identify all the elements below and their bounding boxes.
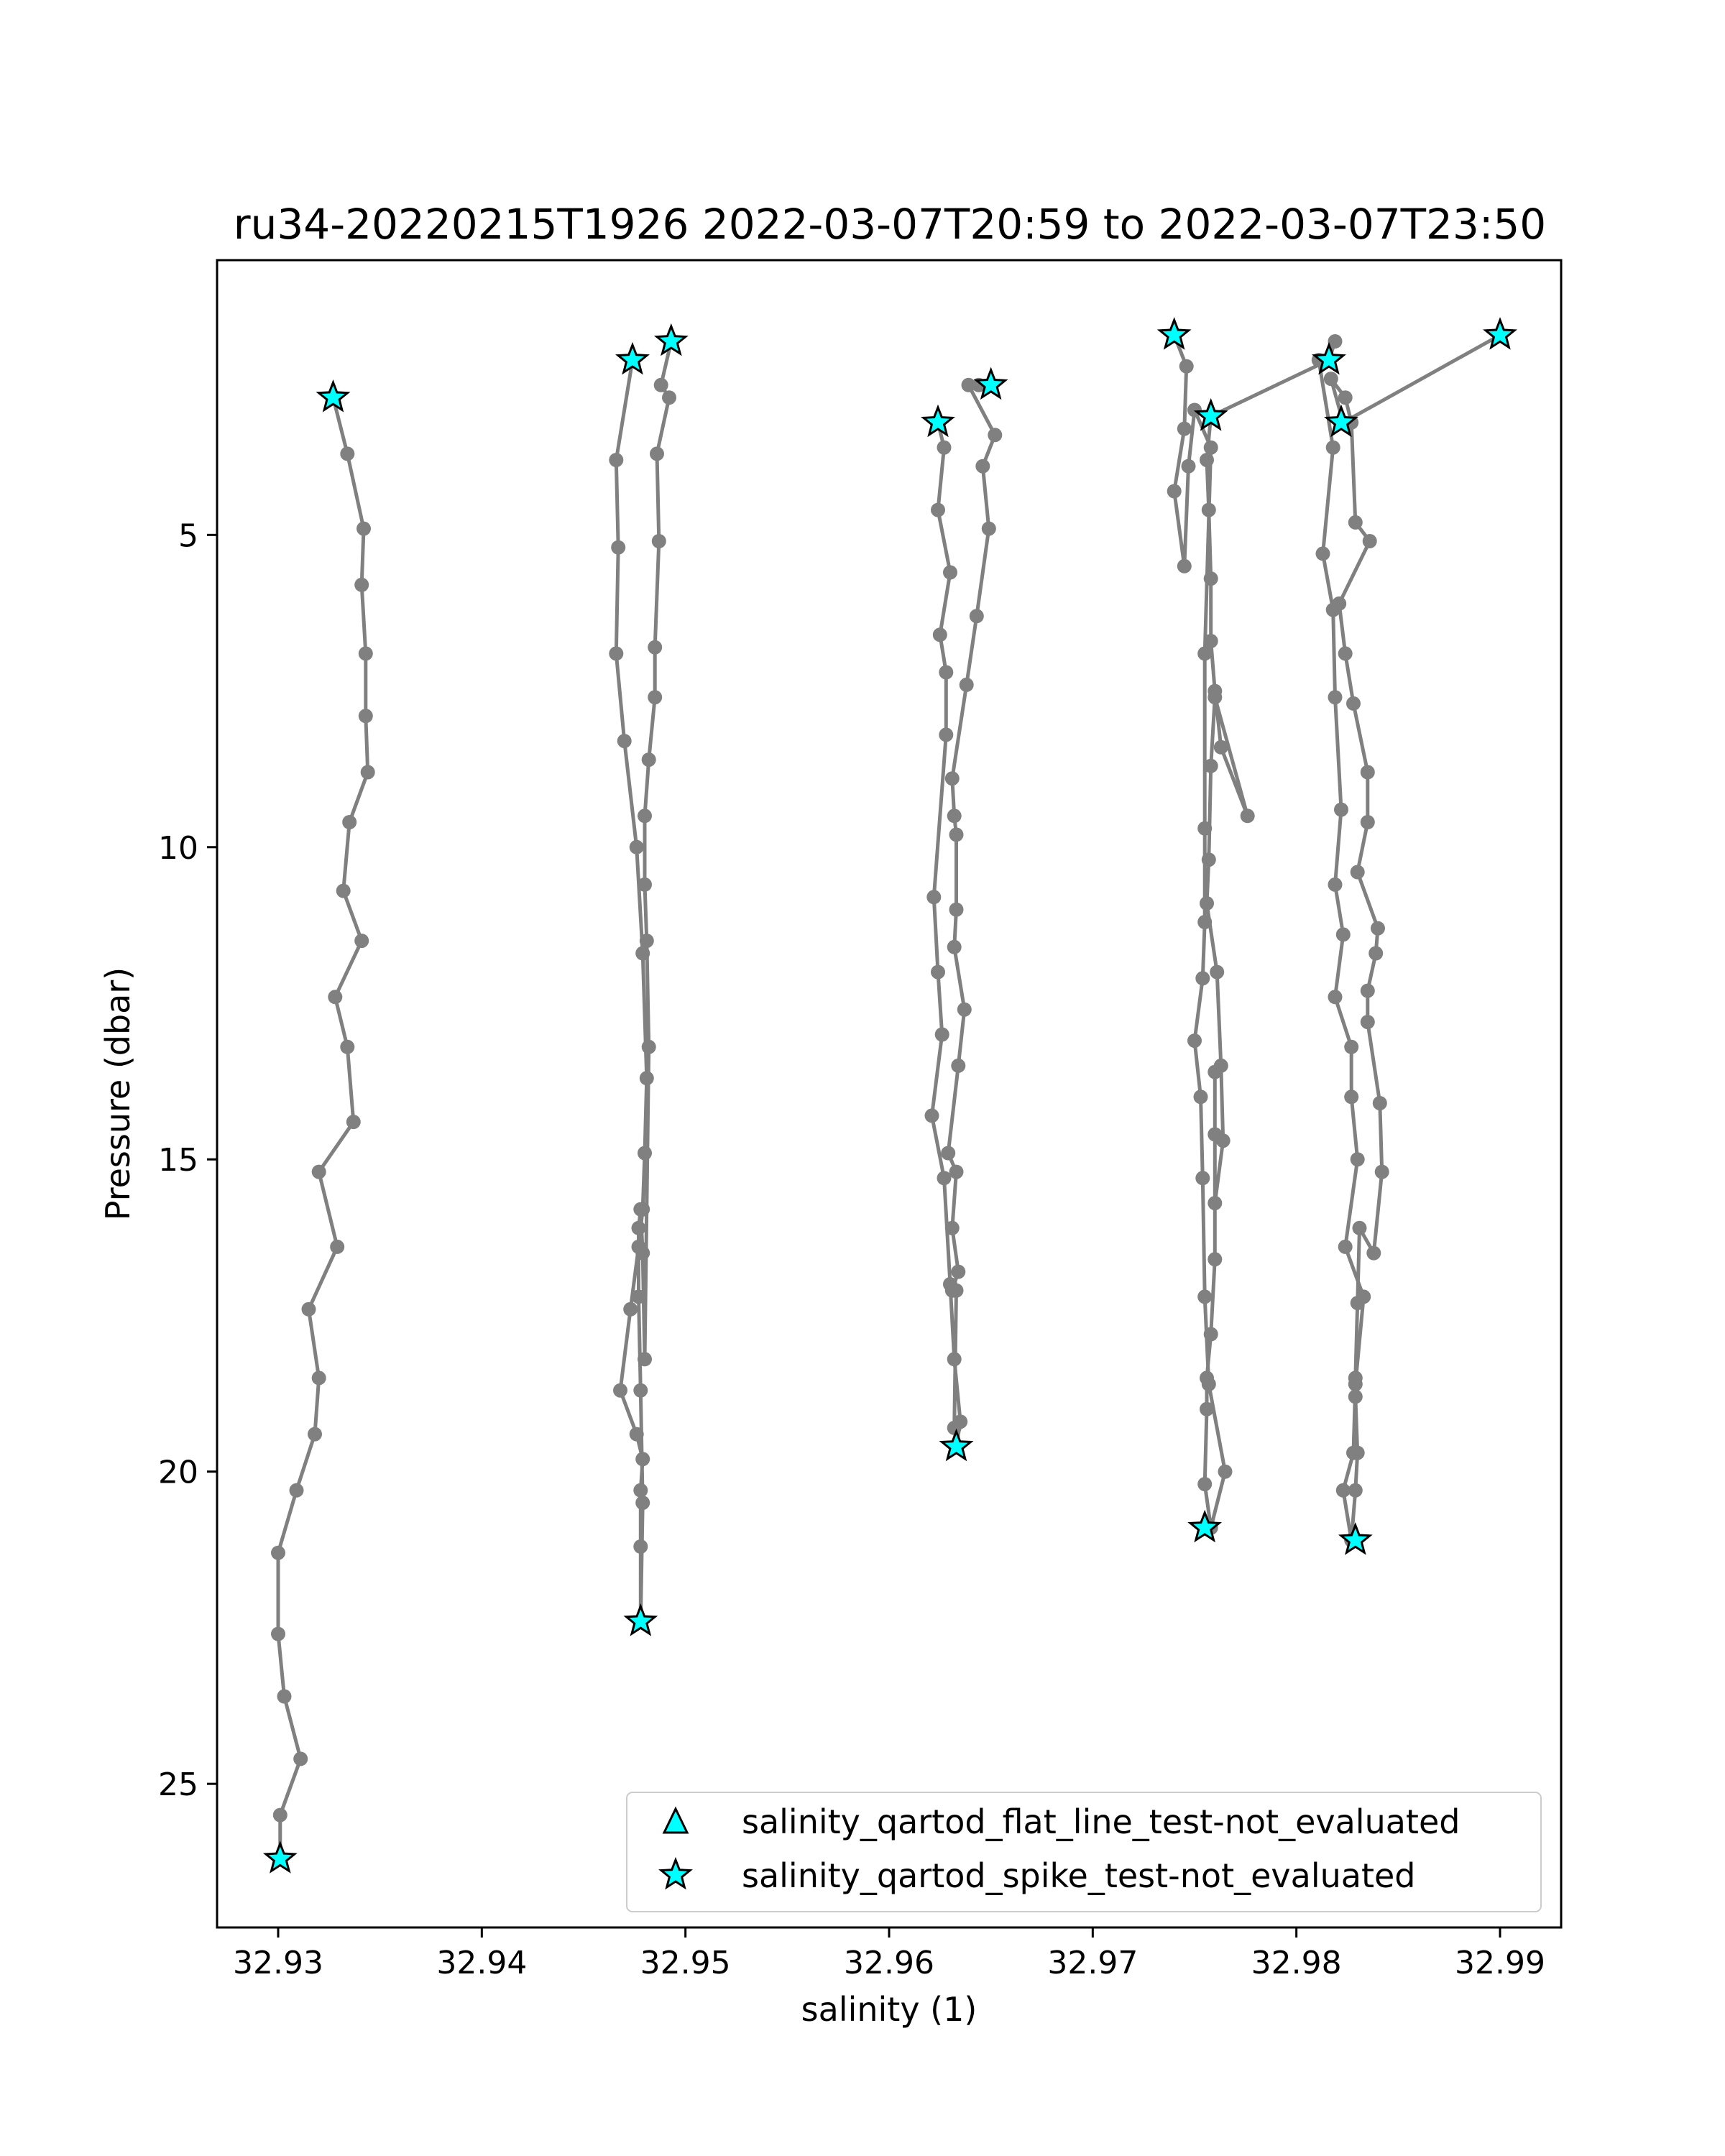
data-point: [648, 640, 662, 655]
data-point: [1179, 359, 1194, 374]
data-point: [354, 578, 369, 592]
data-point: [951, 1059, 965, 1073]
data-point: [949, 1165, 964, 1179]
data-point: [635, 1452, 650, 1466]
data-point: [1361, 815, 1375, 829]
x-tick-label: 32.93: [233, 1945, 323, 1981]
data-point: [926, 890, 941, 904]
data-point: [1167, 484, 1182, 499]
data-point: [1332, 596, 1346, 611]
y-axis-title: Pressure (dbar): [98, 967, 137, 1221]
x-tick-label: 32.94: [436, 1945, 528, 1981]
data-point: [1316, 546, 1330, 561]
data-point: [1328, 690, 1343, 704]
data-point: [1371, 921, 1385, 936]
data-point: [1200, 453, 1214, 467]
data-point: [632, 1289, 646, 1304]
data-point: [336, 884, 351, 898]
data-point: [662, 390, 676, 405]
data-point: [1348, 1370, 1363, 1385]
data-point: [1204, 571, 1218, 586]
data-point: [951, 1265, 965, 1279]
data-point: [613, 1383, 627, 1398]
data-point: [271, 1627, 285, 1641]
data-point: [1216, 1133, 1230, 1148]
data-point: [1363, 534, 1377, 548]
data-point: [312, 1370, 326, 1385]
data-point: [1182, 459, 1196, 474]
data-point: [1361, 765, 1375, 780]
x-tick-label: 32.96: [844, 1945, 934, 1981]
data-point: [975, 459, 990, 474]
data-point: [1218, 1465, 1233, 1479]
data-point: [1197, 646, 1212, 660]
data-point: [937, 1171, 952, 1185]
data-point: [273, 1808, 288, 1823]
data-point: [1177, 559, 1192, 573]
data-point: [988, 428, 1002, 442]
data-point: [1208, 1252, 1222, 1266]
data-point: [1202, 503, 1216, 517]
data-point: [947, 808, 962, 823]
data-point: [642, 1040, 656, 1054]
data-point: [947, 940, 962, 954]
data-point: [638, 808, 652, 823]
data-point: [1197, 821, 1212, 836]
data-point: [1368, 946, 1383, 961]
data-point: [617, 734, 632, 748]
data-point: [633, 1383, 648, 1398]
data-point: [654, 378, 668, 392]
y-tick-label: 5: [178, 517, 198, 555]
data-point: [1214, 1059, 1228, 1073]
data-point: [935, 1028, 949, 1042]
data-point: [1351, 1152, 1365, 1166]
data-point: [1208, 1196, 1222, 1210]
data-point: [609, 646, 623, 660]
data-point: [1353, 1221, 1367, 1235]
data-point: [635, 1496, 650, 1510]
data-point: [650, 446, 664, 461]
data-point: [931, 503, 945, 517]
data-point: [1200, 896, 1214, 911]
data-point: [949, 903, 964, 917]
data-point: [1197, 1477, 1212, 1491]
data-point: [642, 752, 656, 767]
legend: [627, 1792, 1541, 1912]
data-point: [340, 446, 354, 461]
data-point: [945, 1221, 960, 1235]
legend-label-spike: salinity_qartod_spike_test-not_evaluated: [742, 1856, 1416, 1895]
data-point: [609, 453, 623, 467]
data-point: [611, 540, 625, 555]
data-point: [640, 1071, 654, 1085]
data-point: [1202, 852, 1216, 867]
data-point: [1336, 927, 1351, 941]
data-point: [960, 678, 974, 692]
data-point: [1375, 1165, 1389, 1179]
data-point: [1194, 1089, 1208, 1104]
y-tick-label: 20: [158, 1454, 198, 1491]
data-point: [1373, 1096, 1387, 1110]
data-point: [312, 1165, 326, 1179]
data-point: [354, 934, 369, 948]
data-point: [328, 990, 342, 1004]
data-point: [1334, 803, 1348, 817]
data-point: [1348, 1389, 1363, 1404]
data-point: [1366, 1246, 1381, 1261]
data-point: [1210, 965, 1224, 980]
data-point: [1200, 1402, 1214, 1416]
data-point: [635, 946, 650, 961]
data-point: [1361, 984, 1375, 998]
data-point: [652, 534, 666, 548]
data-point: [957, 1003, 972, 1017]
data-point: [982, 522, 996, 536]
data-point: [632, 1221, 646, 1235]
data-point: [1348, 515, 1363, 530]
data-point: [939, 727, 953, 742]
data-point: [1351, 1446, 1365, 1460]
data-point: [1200, 1370, 1214, 1385]
data-point: [277, 1690, 292, 1704]
data-point: [1361, 1015, 1375, 1029]
y-tick-label: 10: [158, 829, 198, 867]
data-point: [1204, 759, 1218, 773]
data-point: [1351, 865, 1365, 880]
x-tick-label: 32.97: [1047, 1945, 1138, 1981]
data-point: [1208, 684, 1222, 699]
data-point: [1177, 422, 1192, 436]
data-point: [361, 765, 375, 780]
data-point: [346, 1115, 361, 1129]
data-point: [945, 1284, 960, 1298]
data-point: [640, 934, 654, 948]
x-tick-label: 32.95: [640, 1945, 731, 1981]
data-point: [1328, 990, 1343, 1004]
data-point: [1241, 808, 1255, 823]
data-point: [1195, 1171, 1210, 1185]
legend-label-flat-line: salinity_qartod_flat_line_test-not_evaluated: [742, 1802, 1460, 1841]
data-point: [638, 1146, 652, 1161]
data-point: [638, 1352, 652, 1366]
data-point: [931, 965, 945, 980]
data-point: [1338, 646, 1353, 660]
data-point: [1204, 1327, 1218, 1342]
data-point: [949, 827, 964, 842]
data-point: [648, 690, 662, 704]
data-point: [630, 840, 644, 854]
data-point: [271, 1546, 285, 1560]
data-point: [633, 1539, 648, 1554]
data-point: [1204, 441, 1218, 455]
data-point: [340, 1040, 354, 1054]
data-point: [1204, 634, 1218, 648]
data-point: [1197, 1289, 1212, 1304]
data-point: [970, 609, 984, 623]
data-point: [1348, 1483, 1363, 1498]
data-point: [1195, 971, 1210, 985]
data-point: [1326, 441, 1340, 455]
data-point: [623, 1302, 638, 1317]
data-point: [947, 1421, 962, 1435]
data-point: [925, 1108, 939, 1123]
data-point: [302, 1302, 316, 1317]
data-point: [359, 646, 373, 660]
data-point: [342, 815, 356, 829]
data-point: [947, 1352, 962, 1366]
data-point: [933, 627, 947, 642]
data-point: [330, 1240, 344, 1254]
x-tick-label: 32.99: [1455, 1945, 1545, 1981]
y-tick-label: 15: [158, 1142, 198, 1179]
data-point: [630, 1427, 644, 1442]
data-point: [293, 1751, 308, 1766]
data-point: [939, 665, 953, 680]
data-point: [633, 1483, 648, 1498]
data-point: [1346, 696, 1361, 711]
data-point: [1187, 1033, 1202, 1048]
data-point: [1328, 877, 1343, 892]
y-tick-label: 25: [158, 1766, 198, 1804]
chart-title: ru34-20220215T1926 2022-03-07T20:59 to 2022-03-07T23:50: [233, 200, 1547, 249]
data-point: [1324, 372, 1338, 386]
data-point: [1214, 740, 1228, 755]
data-point: [945, 771, 960, 786]
data-point: [635, 1246, 650, 1261]
data-point: [1351, 1296, 1365, 1310]
data-point: [308, 1427, 322, 1442]
data-point: [1344, 1040, 1358, 1054]
data-point: [937, 441, 952, 455]
data-point: [1338, 1240, 1353, 1254]
data-point: [633, 1202, 648, 1217]
data-point: [1344, 1089, 1358, 1104]
data-point: [943, 566, 957, 580]
x-axis-title: salinity (1): [801, 1990, 978, 2029]
x-tick-label: 32.98: [1251, 1945, 1342, 1981]
data-point: [359, 709, 373, 723]
data-point: [941, 1146, 955, 1161]
data-point: [638, 877, 652, 892]
data-point: [290, 1483, 304, 1498]
data-point: [356, 522, 371, 536]
data-point: [1197, 915, 1212, 929]
data-point: [1338, 390, 1353, 405]
